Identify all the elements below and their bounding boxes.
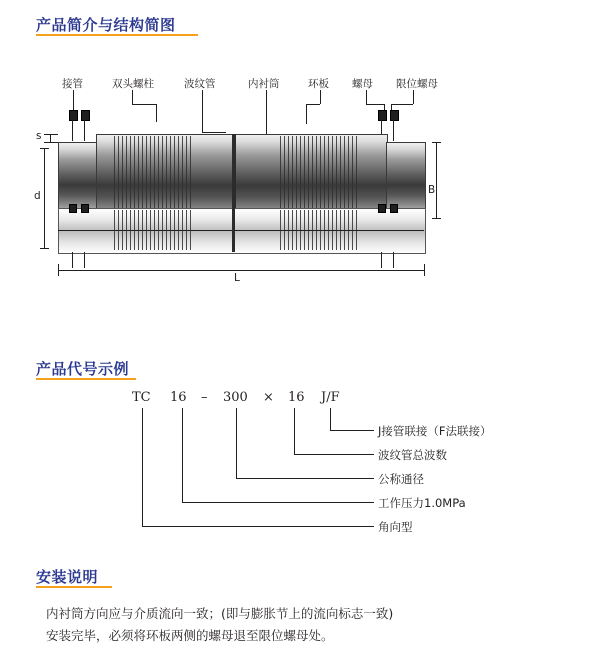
dim-L-tick-left xyxy=(58,264,59,276)
dim-d-tick-top xyxy=(40,148,49,149)
code-leader-h-1 xyxy=(330,430,374,431)
centerline-bottom xyxy=(58,230,424,231)
code-desc-wave-count: 波纹管总波数 xyxy=(378,448,447,462)
leader-elbow-6 xyxy=(366,104,384,105)
section-rule-structure xyxy=(36,34,198,36)
bolt-nut-right-1 xyxy=(378,110,387,121)
callout-label-shuangtouluozhu: 双头螺柱 xyxy=(112,78,154,90)
leader-elbow-5 xyxy=(306,104,320,105)
code-leader-h-4 xyxy=(182,502,374,503)
code-leader-h-2 xyxy=(294,454,374,455)
code-leader-h-5 xyxy=(142,526,374,527)
code-token-300: 300 xyxy=(223,390,248,405)
code-example-diagram xyxy=(36,378,564,538)
leader-5 xyxy=(320,90,321,104)
dim-d-line xyxy=(44,148,45,248)
bolt-nut-bottom-right-2 xyxy=(390,204,398,213)
code-token-16a: 16 xyxy=(170,390,187,405)
callout-label-bowenguan: 波纹管 xyxy=(184,78,216,90)
code-token-dash: – xyxy=(201,390,208,405)
code-leader-v-2 xyxy=(294,408,295,454)
bolt-nut-bottom-left-2 xyxy=(81,204,89,213)
dim-L-line xyxy=(58,270,424,271)
bolt-nut-left-1 xyxy=(69,110,78,121)
dim-label-d: d xyxy=(34,190,41,202)
structure-diagram xyxy=(36,64,564,294)
bolt-nut-right-2 xyxy=(390,110,399,121)
callout-label-xianweiluomu: 限位螺母 xyxy=(396,78,438,90)
dim-B-tick-top xyxy=(432,142,441,143)
callout-label-luomu: 螺母 xyxy=(352,78,373,90)
leader-elbow-3 xyxy=(202,132,226,133)
dim-B-tick-bottom xyxy=(432,218,441,219)
callout-label-neichentong: 内衬筒 xyxy=(248,78,280,90)
code-token-16b: 16 xyxy=(288,390,305,405)
dim-L-tick-right xyxy=(424,264,425,276)
leader-elbow-2b xyxy=(156,104,157,122)
code-leader-h-3 xyxy=(236,478,374,479)
dim-s-tick-top xyxy=(44,134,58,135)
leader-2 xyxy=(132,90,133,104)
stud-bottom-left-1 xyxy=(72,252,73,268)
section-title-code: 产品代号示例 xyxy=(36,360,130,378)
dim-s-line xyxy=(50,134,51,142)
callout-label-jieguan: 接管 xyxy=(62,78,83,90)
code-desc-connection: J接管联接（F法联接） xyxy=(378,424,492,438)
stud-left-1 xyxy=(72,119,73,141)
stud-bottom-right-1 xyxy=(381,252,382,268)
code-desc-working-pressure: 工作压力1.0MPa xyxy=(378,496,466,510)
section-title-install: 安装说明 xyxy=(36,568,99,586)
stud-left-2 xyxy=(84,119,85,141)
leader-7 xyxy=(413,90,414,104)
section-rule-install xyxy=(36,586,112,588)
callout-label-huanban: 环板 xyxy=(308,78,329,90)
stud-bottom-right-2 xyxy=(393,252,394,268)
code-desc-nominal-diameter: 公称通径 xyxy=(378,472,424,486)
dim-label-L: L xyxy=(234,272,240,284)
dim-label-s: s xyxy=(36,130,42,142)
code-token-jf: J/F xyxy=(321,390,340,405)
code-leader-v-5 xyxy=(142,408,143,526)
install-note-2: 安装完毕，必须将环板两侧的螺母退至限位螺母处。 xyxy=(46,628,334,643)
stud-right-2 xyxy=(393,119,394,141)
ring-plate-bottom xyxy=(232,208,235,252)
stud-bottom-left-2 xyxy=(84,252,85,268)
bolt-nut-bottom-right-1 xyxy=(378,204,386,213)
code-desc-type: 角向型 xyxy=(378,520,413,534)
code-leader-v-1 xyxy=(330,408,331,430)
leader-elbow-7 xyxy=(391,104,413,105)
bolt-nut-bottom-left-1 xyxy=(69,204,77,213)
install-note-1: 内衬筒方向应与介质流向一致；(即与膨胀节上的流向标志一致) xyxy=(46,606,394,621)
dim-d-tick-bottom xyxy=(40,248,49,249)
bolt-nut-left-2 xyxy=(81,110,90,121)
dim-B-line xyxy=(436,142,437,218)
dim-s-tick-bottom xyxy=(44,142,58,143)
leader-3 xyxy=(202,90,203,132)
code-leader-v-3 xyxy=(236,408,237,478)
leader-elbow-2 xyxy=(132,104,156,105)
code-token-times: × xyxy=(263,390,274,405)
leader-6 xyxy=(366,90,367,104)
leader-1 xyxy=(73,90,74,110)
dim-label-B: B xyxy=(428,184,436,196)
code-leader-v-4 xyxy=(182,408,183,502)
section-title-structure: 产品简介与结构简图 xyxy=(36,16,176,34)
leader-elbow-5b xyxy=(306,104,307,124)
code-token-tc: TC xyxy=(132,390,151,405)
